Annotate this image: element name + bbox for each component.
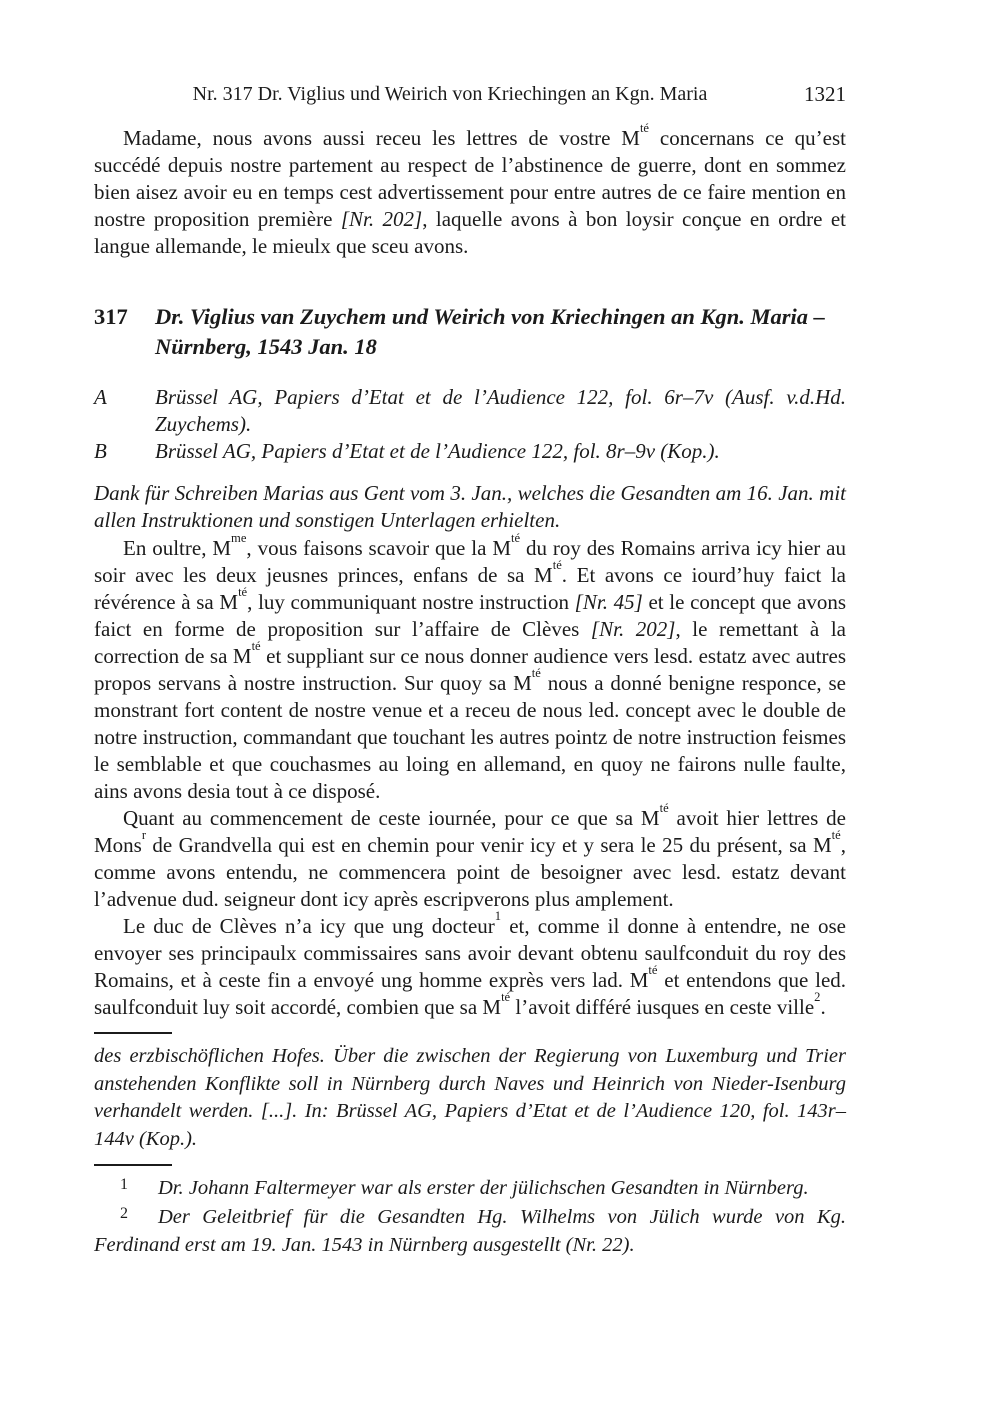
footnote-text: Der Geleitbrief für die Gesandten Hg. Wilhelms von Jülich wurde von Kg. Ferdinand erst am 19. Jan. 1543 in Nürnberg ausgestellt (Nr. 22). xyxy=(94,1205,846,1256)
source-entry xyxy=(94,384,846,438)
source-text: Brüssel AG, Papiers d’Etat et de l’Audience 122, fol. 6r–7v (Ausf. v.d.Hd. Zuychems). xyxy=(155,385,846,436)
footnote-separator xyxy=(94,1164,172,1166)
source-label: A xyxy=(94,385,107,409)
entry-title: Dr. Viglius van Zuychem und Weirich von Kriechingen an Kgn. Maria – Nürnberg, 1543 Jan. 18 xyxy=(155,304,825,359)
running-head-title: Nr. 317 Dr. Viglius und Weirich von Kriechingen an Kgn. Maria xyxy=(192,83,708,105)
body-paragraph: Quant au commencement de ceste iournée, pour ce que sa $M^{té}$ avoit hier lettres de Mons$^r$ de Grandvella qui est en chemin pour venir icy et y sera le 25 du présent, sa $M^{té}$, comme avons entendu, ne commencera point de besoigner avec lesd. estatz devant l’advenue dud. seigneur dont icy après escripverons plus amplement. xyxy=(94,800,846,911)
footnote-number: 2 xyxy=(120,1204,128,1222)
body-paragraph: En oultre, $M^{me}$, vous faisons scavoir que la $M^{té}$ du roy des Romains arriva icy hier au soir avec les deux jeusnes princes, enfans de sa $M^{té}$. Et avons ce iourd’huy faict la révérence à sa $M^{té}$, luy communiquant nostre instruction [Nr. 45] et le concept que avons faict en forme de proposition sur l’affaire de Clèves [Nr. 202], le remettant à la correction de sa $M^{té}$ et suppliant sur ce nous donner audience vers lesd. estatz avec autres propos servans à nostre instruction. Sur quoy sa $M^{té}$ nous a donné benigne responce, se monstrant fort content de nostre venue et a receu de nous led. concept avec le double de notre instruction, commandant que touchant les autres pointz de notre instruction feismes le semblable et que couchasmes au loing en allemand, en quoy ne fairons nulle faulte, ains avons desia tout à ce disposé. xyxy=(94,530,847,803)
entry-summary: Dank für Schreiben Marias aus Gent vom 3. Jan., welches die Gesandten am 16. Jan. mit allen Instruktionen und sonstigen Unterlagen erhielten. xyxy=(94,481,846,532)
body-paragraph: Le duc de Clèves n’a icy que ung docteur$^1$ et, comme il donne à entendre, ne ose envoyer ses principaulx commissaires sans avoir devant obtenu saulfconduit du roy des Romains, et à ceste fin a envoyé ung homme exprès vers lad. $M^{té}$ et entendons que led. saulfconduit luy soit accordé, combien que sa $M^{té}$ l’avoit différé iusques en ceste ville$^2$. xyxy=(94,908,847,1019)
footnote-text: Dr. Johann Faltermeyer war als erster der jülichschen Gesandten in Nürnberg. xyxy=(158,1177,809,1199)
source-text: Brüssel AG, Papiers d’Etat et de l’Audience 122, fol. 8r–9v (Kop.). xyxy=(155,439,720,463)
source-entry xyxy=(94,438,846,465)
page-number: 1321 xyxy=(804,82,846,106)
source-label: B xyxy=(94,439,107,463)
entry-number: 317 xyxy=(94,304,128,329)
running-head xyxy=(94,82,846,106)
footnote-number: 1 xyxy=(120,1176,128,1193)
footnote xyxy=(94,1204,846,1260)
source-list xyxy=(94,384,846,465)
footnote-separator xyxy=(94,1032,172,1034)
continuation-paragraph: Madame, nous avons aussi receu les lettres de vostre $M^{té}$ concernans ce qu’est succédé depuis nostre partement au respect de l’abstinence de guerre, dont en sommez bien aisez avoir eu en temps cest advertissement pour entre autres de ce faire mention en nostre proposition première [Nr. 202], laquelle avons à bon loysir conçue en ordre et langue allemande, le mieulx que sceu avons. xyxy=(94,120,846,258)
entry-heading xyxy=(94,302,846,362)
footnote-continuation: des erzbischöflichen Hofes. Über die zwischen der Regierung von Luxemburg und Trier anstehenden Konflikte soll in Nürnberg durch Naves und Heinrich von Nieder-Isenburg verhandelt werden. [...]. In: Brüssel AG, Papiers d’Etat et de l’Audience 120, fol. 143r–144v (Kop.). xyxy=(94,1045,846,1150)
footnote xyxy=(94,1175,846,1204)
